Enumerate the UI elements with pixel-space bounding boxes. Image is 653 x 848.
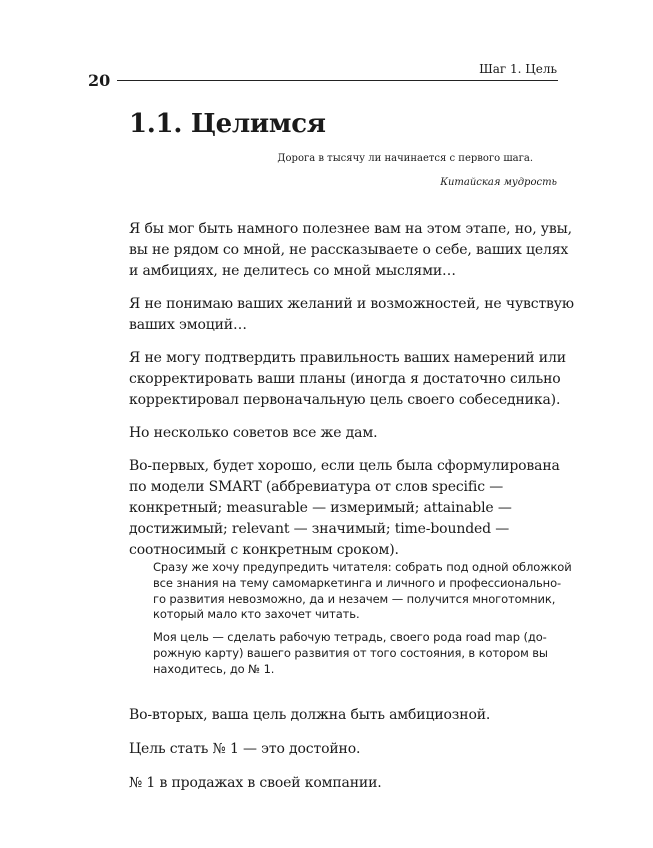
inset-paragraph (153, 630, 548, 677)
text-line: по модели SMART (аббревиатура от слов specific — (129, 479, 504, 495)
page-number: 20 (88, 71, 111, 90)
text-line: который мало кто захочет читать. (153, 607, 360, 622)
text-line: и амбициях, не делитесь со мной мыслями… (129, 263, 456, 279)
text-line: находитесь, до № 1. (153, 661, 275, 676)
text-line: Но несколько советов все же дам. (129, 425, 378, 441)
inset-note (153, 560, 572, 685)
paragraph (129, 423, 569, 444)
text-line: конкретный; measurable — измеримый; attainable — (129, 500, 512, 516)
paragraph (129, 219, 572, 282)
paragraph: № 1 в продажах в своей компании. (129, 775, 382, 791)
text-line: Я бы мог быть намного полезнее вам на этом этапе, но, увы, (129, 221, 572, 237)
body-text-continued (129, 705, 569, 807)
chapter-title: 1.1. Целимся (129, 109, 326, 139)
header-rule (117, 80, 558, 81)
paragraph: Цель стать № 1 — это достойно. (129, 741, 361, 757)
body-text (129, 219, 574, 573)
running-head: Шаг 1. Цель (479, 62, 557, 76)
paragraph (129, 348, 569, 411)
text-line: соотносимый с конкретным сроком). (129, 542, 399, 558)
text-line: достижимый; relevant — значимый; time-bounded — (129, 521, 510, 537)
epigraph-source: Китайская мудрость (440, 177, 557, 188)
text-line: Я не могу подтвердить правильность ваших намерений или (129, 350, 566, 366)
inset-paragraph (153, 560, 572, 623)
text-line: все знания на тему самомаркетинга и личного и профессионально- (153, 575, 562, 590)
text-line: Моя цель — сделать рабочую тетрадь, своего рода road map (до- (153, 630, 547, 645)
paragraph: Во-вторых, ваша цель должна быть амбициозной. (129, 707, 491, 723)
epigraph-quote: Дорога в тысячу ли начинается с первого шага. (277, 153, 533, 164)
text-line: Во-первых, будет хорошо, если цель была сформулирована (129, 458, 560, 474)
text-line: го развития невозможно, да и незачем — получится многотомник, (153, 591, 556, 606)
text-line: вы не рядом со мной, не рассказываете о себе, ваших целях (129, 242, 569, 258)
text-line: ваших эмоций… (129, 317, 247, 333)
paragraph (129, 294, 574, 336)
text-line: Я не понимаю ваших желаний и возможностей, не чувствую (129, 296, 574, 312)
text-line: корректировал первоначальную цель своего собеседника). (129, 392, 561, 408)
paragraph (129, 456, 569, 561)
text-line: скорректировать ваши планы (иногда я достаточно сильно (129, 371, 561, 387)
text-line: рожную карту) вашего развития от того состояния, в котором вы (153, 645, 548, 660)
text-line: Сразу же хочу предупредить читателя: собрать под одной обложкой (153, 560, 572, 574)
